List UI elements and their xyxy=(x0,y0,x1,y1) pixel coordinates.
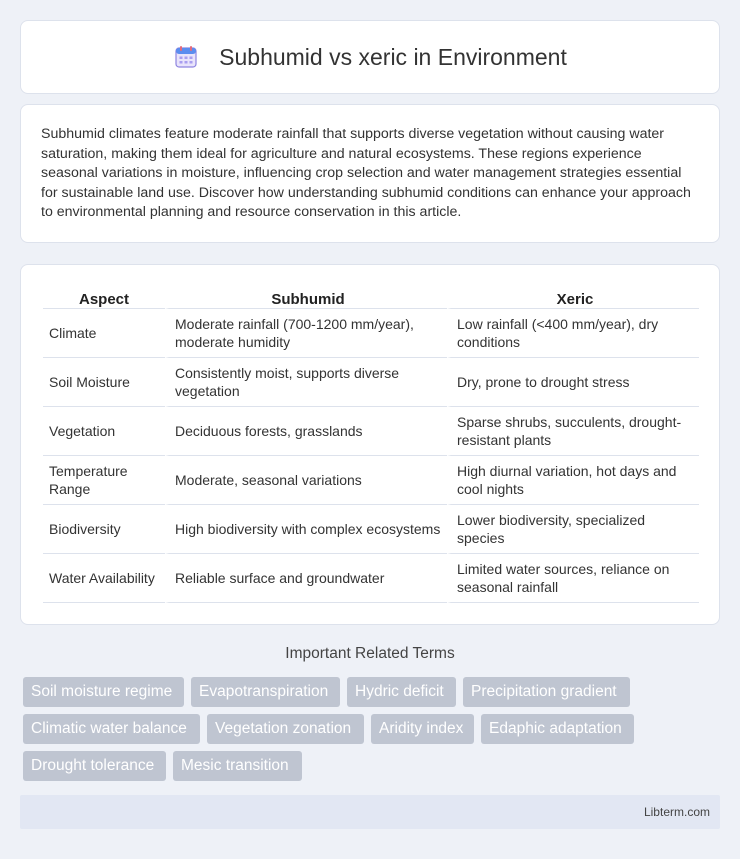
row-subhumid: High biodiversity with complex ecosystems xyxy=(165,505,447,554)
footer-site-link[interactable]: Libterm.com xyxy=(643,805,710,819)
tag-aridity-index[interactable]: Aridity index xyxy=(371,714,474,744)
tag-climatic-water-balance[interactable]: Climatic water balance xyxy=(23,714,200,744)
table-row xyxy=(43,505,699,554)
table-row xyxy=(43,407,699,456)
row-xeric: Dry, prone to drought stress xyxy=(447,358,699,407)
row-xeric: High diurnal variation, hot days and cool nights xyxy=(447,456,699,505)
intro-card xyxy=(20,104,720,243)
row-aspect: Biodiversity xyxy=(43,505,165,554)
tag-precipitation-gradient[interactable]: Precipitation gradient xyxy=(463,677,630,707)
tag-vegetation-zonation[interactable]: Vegetation zonation xyxy=(207,714,364,744)
tag-evapotranspiration[interactable]: Evapotranspiration xyxy=(191,677,340,707)
row-subhumid: Moderate, seasonal variations xyxy=(165,456,447,505)
comparison-table-card xyxy=(20,264,720,625)
comparison-table xyxy=(43,285,699,603)
header-xeric: Xeric xyxy=(447,285,699,309)
row-xeric: Lower biodiversity, specialized species xyxy=(447,505,699,554)
table-header-row xyxy=(43,285,699,309)
row-aspect: Vegetation xyxy=(43,407,165,456)
row-aspect: Climate xyxy=(43,309,165,358)
intro-text: Subhumid climates feature moderate rainfall that supports diverse vegetation without causing water saturation, making them ideal for agriculture and natural ecosystems. These regions experience seasonal variations in moisture, influencing crop selection and water management strategies essential for sustainable land use. Discover how understanding subhumid conditions can enhance your approach to environmental planning and resource conservation in this article. xyxy=(41,126,691,220)
row-subhumid: Moderate rainfall (700-1200 mm/year), moderate humidity xyxy=(165,309,447,358)
header-subhumid: Subhumid xyxy=(165,285,447,309)
row-xeric: Sparse shrubs, succulents, drought-resistant plants xyxy=(447,407,699,456)
table-row xyxy=(43,358,699,407)
tag-edaphic-adaptation[interactable]: Edaphic adaptation xyxy=(481,714,634,744)
row-aspect: Soil Moisture xyxy=(43,358,165,407)
page-title: Subhumid vs xeric in Environment xyxy=(219,43,567,70)
footer xyxy=(20,795,720,829)
table-row xyxy=(43,554,699,603)
tag-drought-tolerance[interactable]: Drought tolerance xyxy=(23,751,166,781)
table-row xyxy=(43,456,699,505)
related-terms-title: Important Related Terms xyxy=(285,645,455,662)
row-xeric: Limited water sources, reliance on seasonal rainfall xyxy=(447,554,699,603)
tag-mesic-transition[interactable]: Mesic transition xyxy=(173,751,302,781)
row-subhumid: Deciduous forests, grasslands xyxy=(165,407,447,456)
row-aspect: Temperature Range xyxy=(43,456,165,505)
calendar-icon xyxy=(173,44,199,70)
header-card xyxy=(20,20,720,94)
row-subhumid: Consistently moist, supports diverse vegetation xyxy=(165,358,447,407)
table-row xyxy=(43,309,699,358)
row-xeric: Low rainfall (<400 mm/year), dry conditions xyxy=(447,309,699,358)
tag-hydric-deficit[interactable]: Hydric deficit xyxy=(347,677,456,707)
tag-soil-moisture-regime[interactable]: Soil moisture regime xyxy=(23,677,184,707)
row-subhumid: Reliable surface and groundwater xyxy=(165,554,447,603)
header-aspect: Aspect xyxy=(43,285,165,309)
row-aspect: Water Availability xyxy=(43,554,165,603)
